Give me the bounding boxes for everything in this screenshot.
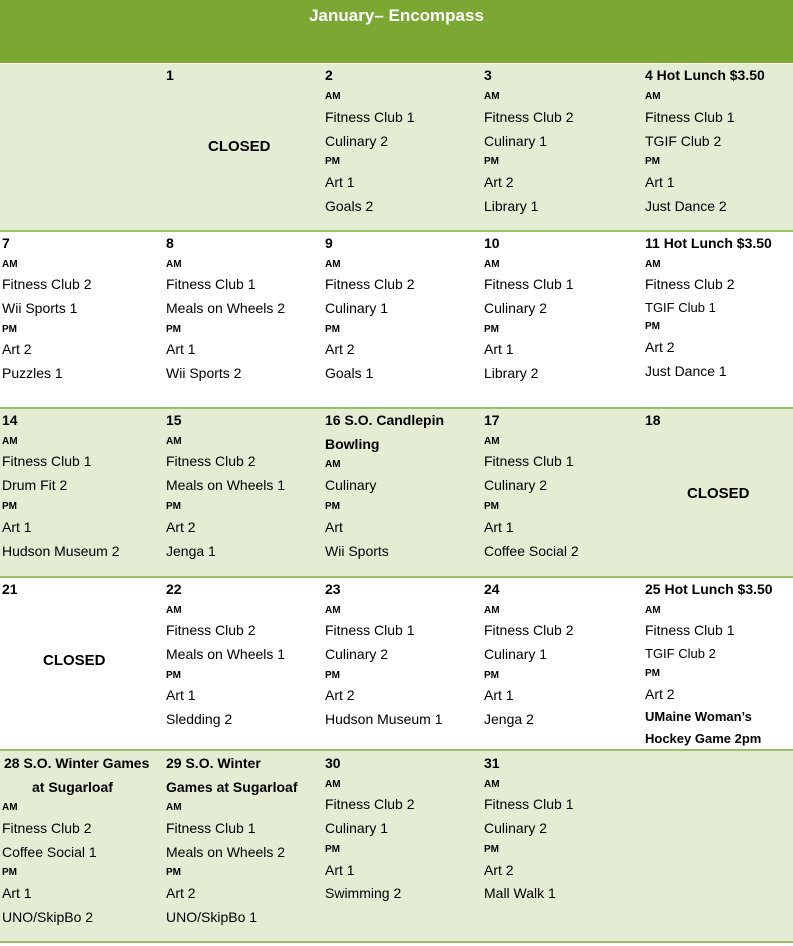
am-label: AM	[484, 779, 500, 790]
day-cell	[484, 64, 639, 230]
am-label: AM	[166, 605, 182, 616]
closed-label: CLOSED	[43, 652, 106, 669]
activity: Fitness Club 1	[484, 276, 574, 292]
am-label: AM	[2, 802, 18, 813]
am-label: AM	[325, 259, 341, 270]
pm-label: PM	[325, 156, 340, 167]
activity: Culinary 1	[484, 133, 548, 149]
pm-label: PM	[645, 321, 660, 332]
activity: Goals 2	[325, 198, 374, 214]
activity: Art 1	[166, 341, 196, 357]
am-label: AM	[484, 259, 500, 270]
pm-label: PM	[166, 670, 181, 681]
activity: Art 1	[2, 519, 32, 535]
activity: Library 1	[484, 198, 539, 214]
am-label: AM	[325, 605, 341, 616]
activity: Art 2	[325, 687, 355, 703]
day-number: 25 Hot Lunch $3.50	[645, 581, 773, 597]
day-number: 17	[484, 412, 500, 428]
day-cell	[645, 578, 793, 749]
activity: Fitness Club 1	[325, 109, 415, 125]
activity: Fitness Club 2	[2, 276, 92, 292]
activity: TGIF Club 1	[645, 300, 716, 315]
pm-label: PM	[484, 670, 499, 681]
day-number: 14	[2, 412, 18, 428]
am-label: AM	[325, 779, 341, 790]
am-label: AM	[166, 802, 182, 813]
activity: Culinary 2	[325, 133, 389, 149]
activity: Fitness Club 1	[325, 622, 415, 638]
event-note: Hockey Game 2pm	[645, 731, 762, 746]
am-label: AM	[484, 91, 500, 102]
activity: TGIF Club 2	[645, 646, 716, 661]
day-cell	[166, 409, 321, 576]
pm-label: PM	[325, 844, 340, 855]
activity: Fitness Club 1	[484, 453, 574, 469]
row-divider	[0, 941, 793, 943]
activity: Culinary 1	[325, 820, 389, 836]
pm-label: PM	[325, 324, 340, 335]
am-label: AM	[325, 459, 341, 470]
activity: Fitness Club 2	[325, 276, 415, 292]
activity: Mall Walk 1	[484, 885, 556, 901]
calendar-title: January– Encompass	[0, 0, 793, 63]
activity: Art 2	[166, 519, 196, 535]
closed-label: CLOSED	[208, 138, 271, 155]
activity: Art 2	[645, 339, 675, 355]
day-cell	[166, 751, 321, 941]
pm-label: PM	[166, 867, 181, 878]
activity: Art 1	[484, 519, 514, 535]
activity: Culinary 1	[484, 646, 548, 662]
day-cell	[2, 578, 162, 749]
activity: Art	[325, 519, 343, 535]
activity: Art 2	[166, 885, 196, 901]
activity: Art 2	[484, 174, 514, 190]
day-cell	[484, 232, 639, 407]
activity: Coffee Social 2	[484, 543, 579, 559]
day-cell	[166, 232, 321, 407]
activity: Fitness Club 2	[484, 109, 574, 125]
activity: Fitness Club 2	[484, 622, 574, 638]
day-number: 7	[2, 235, 10, 251]
activity: Jenga 2	[484, 711, 534, 727]
day-cell	[166, 578, 321, 749]
activity: Art 2	[645, 686, 675, 702]
activity: Art 1	[166, 687, 196, 703]
activity: Culinary 2	[325, 646, 389, 662]
activity: Fitness Club 1	[166, 276, 256, 292]
day-cell	[325, 64, 480, 230]
activity: Fitness Club 1	[166, 820, 256, 836]
day-cell	[484, 751, 639, 941]
day-number: 24	[484, 581, 500, 597]
week-row	[0, 64, 793, 230]
activity: Art 2	[484, 862, 514, 878]
activity: Culinary 1	[325, 300, 389, 316]
am-label: AM	[645, 259, 661, 270]
activity: Meals on Wheels 1	[166, 477, 286, 493]
day-cell	[2, 64, 162, 230]
day-cell	[2, 409, 162, 576]
day-number: 2	[325, 67, 333, 83]
day-number: 3	[484, 67, 492, 83]
activity: Art 1	[645, 174, 675, 190]
activity: Art 1	[325, 862, 355, 878]
activity: Fitness Club 2	[2, 820, 92, 836]
day-number: 11 Hot Lunch $3.50	[645, 235, 772, 251]
day-number: 28 S.O. Winter Games	[4, 755, 150, 771]
am-label: AM	[166, 436, 182, 447]
day-cell	[645, 751, 793, 941]
day-number: 8	[166, 235, 174, 251]
activity: Wii Sports	[325, 543, 389, 559]
activity: Puzzles 1	[2, 365, 63, 381]
activity: Jenga 1	[166, 543, 216, 559]
activity: Culinary 2	[484, 477, 548, 493]
pm-label: PM	[484, 844, 499, 855]
activity: Culinary	[325, 477, 377, 493]
pm-label: PM	[166, 501, 181, 512]
activity: Fitness Club 2	[325, 796, 415, 812]
pm-label: PM	[645, 156, 660, 167]
activity: Drum Fit 2	[2, 477, 68, 493]
pm-label: PM	[484, 156, 499, 167]
am-label: AM	[645, 91, 661, 102]
day-cell	[484, 578, 639, 749]
day-number: 15	[166, 412, 182, 428]
day-number: 29 S.O. Winter	[166, 755, 261, 771]
day-event-title: Games at Sugarloaf	[166, 779, 298, 795]
day-number: 16 S.O. Candlepin	[325, 412, 445, 428]
day-number: 10	[484, 235, 500, 251]
event-note: UMaine Woman’s	[645, 709, 752, 724]
week-row	[0, 578, 793, 749]
week-row	[0, 409, 793, 576]
activity: Culinary 2	[484, 300, 548, 316]
am-label: AM	[645, 605, 661, 616]
activity: Wii Sports 2	[166, 365, 242, 381]
activity: Fitness Club 1	[645, 622, 735, 638]
pm-label: PM	[484, 324, 499, 335]
activity: Wii Sports 1	[2, 300, 78, 316]
activity: Hudson Museum 1	[325, 711, 443, 727]
activity: Just Dance 2	[645, 198, 727, 214]
pm-label: PM	[2, 501, 17, 512]
day-cell	[325, 232, 480, 407]
am-label: AM	[484, 436, 500, 447]
activity: Art 1	[2, 885, 32, 901]
am-label: AM	[2, 436, 18, 447]
activity: Hudson Museum 2	[2, 543, 120, 559]
activity: Meals on Wheels 2	[166, 300, 286, 316]
pm-label: PM	[484, 501, 499, 512]
pm-label: PM	[2, 867, 17, 878]
activity: Culinary 2	[484, 820, 548, 836]
day-number: 4 Hot Lunch $3.50	[645, 67, 765, 83]
day-cell	[166, 64, 321, 230]
activity: Fitness Club 1	[484, 796, 574, 812]
activity: Fitness Club 1	[2, 453, 92, 469]
activity: Sledding 2	[166, 711, 233, 727]
am-label: AM	[166, 259, 182, 270]
am-label: AM	[484, 605, 500, 616]
day-number: 23	[325, 581, 341, 597]
day-cell	[325, 751, 480, 941]
pm-label: PM	[166, 324, 181, 335]
am-label: AM	[325, 91, 341, 102]
week-row	[0, 751, 793, 941]
activity: Fitness Club 2	[645, 276, 735, 292]
day-number: 9	[325, 235, 333, 251]
activity: Coffee Social 1	[2, 844, 97, 860]
closed-label: CLOSED	[687, 485, 750, 502]
pm-label: PM	[325, 670, 340, 681]
day-cell	[325, 409, 480, 576]
day-number: 22	[166, 581, 182, 597]
activity: Art 2	[2, 341, 32, 357]
day-cell	[645, 409, 793, 576]
day-number: 30	[325, 755, 341, 771]
day-number: 1	[166, 67, 174, 83]
day-number: 31	[484, 755, 500, 771]
day-cell	[484, 409, 639, 576]
activity: Art 1	[484, 341, 514, 357]
activity: Meals on Wheels 1	[166, 646, 286, 662]
activity: Just Dance 1	[645, 363, 727, 379]
pm-label: PM	[2, 324, 17, 335]
day-number: 18	[645, 412, 661, 428]
day-number: 21	[2, 581, 18, 597]
activity: UNO/SkipBo 2	[2, 909, 94, 925]
activity: Fitness Club 1	[645, 109, 735, 125]
day-event-title: at Sugarloaf	[32, 779, 113, 795]
activity: TGIF Club 2	[645, 133, 722, 149]
day-cell	[645, 232, 793, 407]
day-cell	[2, 751, 162, 941]
day-cell	[325, 578, 480, 749]
activity: Fitness Club 2	[166, 453, 256, 469]
activity: Art 2	[325, 341, 355, 357]
pm-label: PM	[325, 501, 340, 512]
pm-label: PM	[645, 668, 660, 679]
activity: Fitness Club 2	[166, 622, 256, 638]
activity: UNO/SkipBo 1	[166, 909, 258, 925]
activity: Swimming 2	[325, 885, 402, 901]
am-label: AM	[2, 259, 18, 270]
activity: Meals on Wheels 2	[166, 844, 286, 860]
activity: Art 1	[484, 687, 514, 703]
activity: Art 1	[325, 174, 355, 190]
week-row	[0, 232, 793, 407]
activity: Library 2	[484, 365, 539, 381]
day-cell	[645, 64, 793, 230]
day-cell	[2, 232, 162, 407]
day-event-title: Bowling	[325, 436, 380, 452]
activity: Goals 1	[325, 365, 374, 381]
